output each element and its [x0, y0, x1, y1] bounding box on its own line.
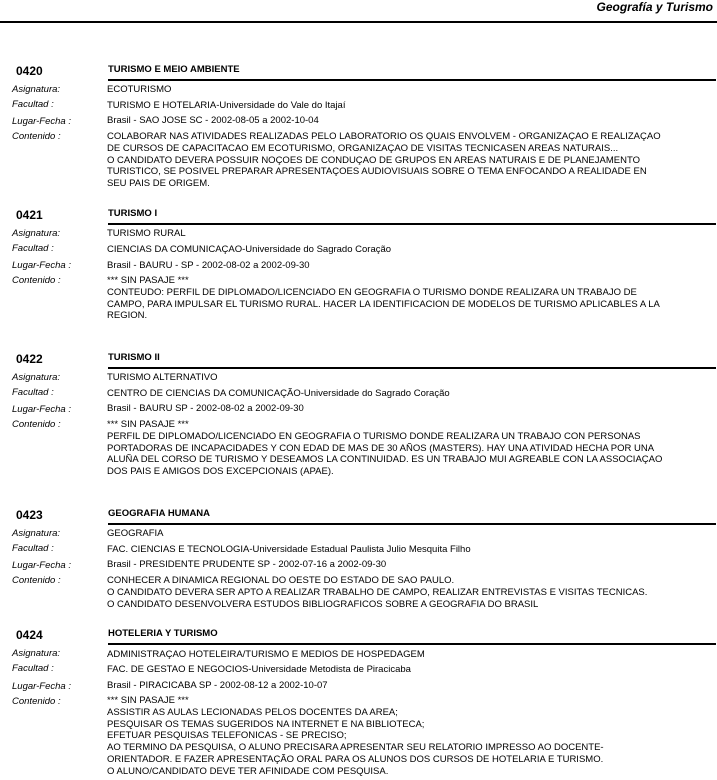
contenido-label: Contenido : [12, 575, 61, 586]
lugar-fecha-value: Brasil - SAO JOSE SC - 2002-08-05 a 2002-10-04 [107, 115, 319, 126]
facultad-value: FAC. CIENCIAS E TECNOLOGIA-Universidade Estadual Paulista Julio Mesquita Filho [107, 544, 471, 555]
asignatura-value: TURISMO RURAL [107, 228, 186, 239]
contenido-text: *** SIN PASAJE *** PERFIL DE DIPLOMADO/LICENCIADO EN GEOGRAFIA O TURISMO DONDE REALIZARA UN TRABAJO CON PERSONAS PORTADORAS DE INCAPACIDADES Y CON EDAD DE MAS DE 30 AÑOS (MASTERS). HAY UNA ATIVIDAD HECHA POR UNA ALUÑA DEL CORSO DE TURISMO Y DESEAMOS LA CONTINUIDAD. ES UN TRABAJO MUI AGREABLE CON LA ASSOCIAÇAO DOS PAIS E AMIGOS DOS EXCEPCIONAIS (APAE). [107, 419, 663, 478]
title-divider [108, 523, 716, 525]
lugar-fecha-value: Brasil - PIRACICABA SP - 2002-08-12 a 2002-10-07 [107, 680, 328, 691]
title-divider [108, 79, 716, 81]
asignatura-value: ADMINISTRAÇAO HOTELEIRA/TURISMO E MEDIOS DE HOSPEDAGEM [107, 649, 425, 660]
lugar-fecha-label: Lugar-Fecha : [12, 560, 71, 571]
contenido-label: Contenido : [12, 419, 61, 430]
asignatura-label: Asignatura: [12, 648, 61, 659]
asignatura-value: ECOTURISMO [107, 84, 172, 95]
lugar-fecha-value: Brasil - BAURU SP - 2002-08-02 a 2002-09-30 [107, 403, 304, 414]
contenido-text: COLABORAR NAS ATIVIDADES REALIZADAS PELO LABORATORIO OS QUAIS ENVOLVEM - ORGANIZAÇAO E REALIZAÇAO DE CURSOS DE CAPACITACAO EM ECOTURISMO, ORGANIZAÇAO DE VISITAS TECNICASEN AREAS NATURAIS... O CANDIDATO DEVERA POSSUIR NOÇOES DE CONDUÇAO DE GRUPOS EN AREAS NATURAIS E DE PLANEJAMENTO TURISTICO, SE POSIVEL PREPARAR APRESENTAÇOES AUDIOVISUAIS SOBRE O TEMA ENFOCANDO A REALIDADE EN SEU PAIS DE ORIGEM. [107, 131, 661, 190]
course-title: TURISMO II [108, 352, 160, 363]
lugar-fecha-label: Lugar-Fecha : [12, 116, 71, 127]
facultad-value: TURISMO E HOTELARIA-Universidade do Vale do Itajaí [107, 100, 346, 111]
asignatura-label: Asignatura: [12, 84, 61, 95]
asignatura-value: TURISMO ALTERNATIVO [107, 372, 218, 383]
facultad-label: Facultad : [12, 663, 54, 674]
asignatura-label: Asignatura: [12, 372, 61, 383]
page-header-title: Geografía y Turismo [596, 0, 713, 14]
contenido-text: *** SIN PASAJE *** CONTEUDO: PERFIL DE DIPLOMADO/LICENCIADO EN GEOGRAFIA O TURISMO DONDE REALIZARA UN TRABAJO DE CAMPO, PARA IMPULSAR EL TURISMO RURAL. HACER LA IDENTIFICACION DE MODELOS DE TURISMO APLICABLES A LA REGION. [107, 275, 660, 322]
contenido-label: Contenido : [12, 275, 61, 286]
facultad-value: CIENCIAS DA COMUNICAÇAO-Universidade do Sagrado Coração [107, 244, 392, 255]
course-title: TURISMO I [108, 208, 158, 219]
header-divider [0, 21, 717, 23]
facultad-value: FAC. DE GESTAO E NEGOCIOS-Universidade Metodista de Piracicaba [107, 664, 411, 675]
facultad-value: CENTRO DE CIENCIAS DA COMUNICAÇÃO-Universidade do Sagrado Coração [107, 388, 450, 399]
contenido-text: CONHECER A DINAMICA REGIONAL DO OESTE DO ESTADO DE SAO PAULO. O CANDIDATO DEVERA SER APTO A REALIZAR TRABALHO DE CAMPO, REALIZAR ENTREVISTAS E VISITAS TECNICAS. O CANDIDATO DESENVOLVERA ESTUDOS BIBLIOGRAFICOS SOBRE A GEOGRAFIA DO BRASIL [107, 575, 648, 610]
course-title: TURISMO E MEIO AMBIENTE [108, 64, 240, 75]
lugar-fecha-label: Lugar-Fecha : [12, 404, 71, 415]
facultad-label: Facultad : [12, 99, 54, 110]
contenido-label: Contenido : [12, 696, 61, 707]
title-divider [108, 223, 716, 225]
course-code: 0423 [16, 508, 43, 522]
lugar-fecha-label: Lugar-Fecha : [12, 260, 71, 271]
title-divider [108, 643, 716, 645]
course-title: HOTELERIA Y TURISMO [108, 628, 218, 639]
course-code: 0424 [16, 628, 43, 642]
lugar-fecha-label: Lugar-Fecha : [12, 681, 71, 692]
facultad-label: Facultad : [12, 243, 54, 254]
course-code: 0422 [16, 352, 43, 366]
lugar-fecha-value: Brasil - BAURU - SP - 2002-08-02 a 2002-09-30 [107, 260, 310, 271]
contenido-text: *** SIN PASAJE *** ASSISTIR AS AULAS LECIONADAS PELOS DOCENTES DA AREA; PESQUISAR OS TEMAS SUGERIDOS NA INTERNET E NA BIBLIOTECA; EFETUAR PESQUISAS TELEFONICAS - SE PRECISO; AO TERMINO DA PESQUISA, O ALUNO PRECISARA APRESENTAR SEU RELATORIO IMPRESSO AO DOCENTE- ORIENTADOR. E FAZER APRESENTAÇÃO ORAL PARA OS ALUNOS DOS CURSOS DE HOTELARIA E TURISMO. O ALUNO/CANDIDATO DEVE TER AFINIDADE COM PESQUISA. [107, 695, 604, 777]
contenido-label: Contenido : [12, 131, 61, 142]
course-code: 0421 [16, 208, 43, 222]
title-divider [108, 367, 716, 369]
asignatura-label: Asignatura: [12, 228, 61, 239]
asignatura-label: Asignatura: [12, 528, 61, 539]
facultad-label: Facultad : [12, 543, 54, 554]
course-title: GEOGRAFIA HUMANA [108, 508, 211, 519]
course-code: 0420 [16, 64, 43, 78]
asignatura-value: GEOGRAFIA [107, 528, 164, 539]
facultad-label: Facultad : [12, 387, 54, 398]
lugar-fecha-value: Brasil - PRESIDENTE PRUDENTE SP - 2002-07-16 a 2002-09-30 [107, 559, 387, 570]
